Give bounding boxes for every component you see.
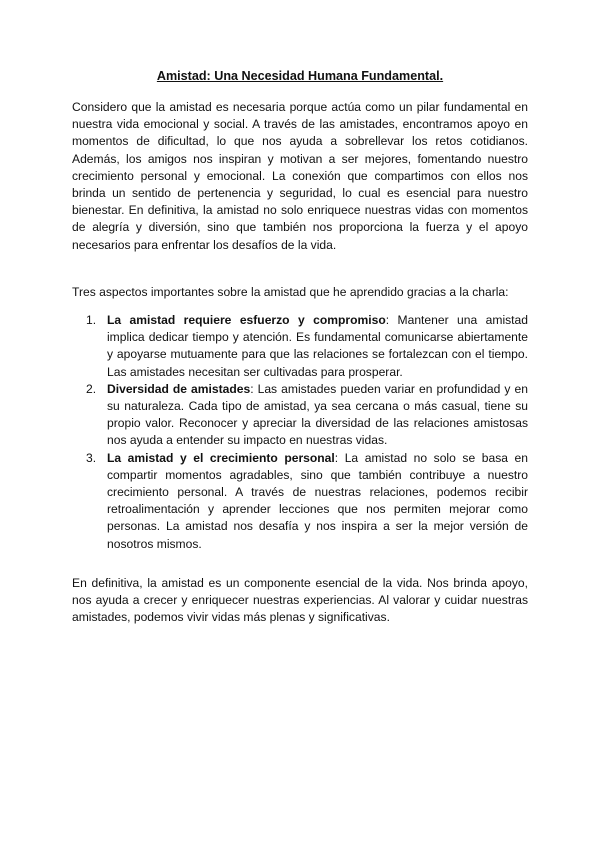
list-item-number: 2. bbox=[86, 381, 97, 396]
list-item bbox=[86, 450, 528, 553]
document-title: Amistad: Una Necesidad Humana Fundamental. bbox=[156, 69, 444, 83]
list-item bbox=[86, 312, 528, 381]
list-item-term: La amistad requiere esfuerzo y compromiso bbox=[107, 313, 386, 327]
aspects-lead-paragraph: Tres aspectos importantes sobre la amistad que he aprendido gracias a la charla: bbox=[72, 285, 509, 299]
list-item-text: : La amistad no solo se basa en compartir momentos agradables, sino que también contribuye a nuestro crecimiento personal. A través de nuestras relaciones, podemos recibir retroalimentación y aprender lecciones que nos permiten mejorar como personas. La amistad nos desafía y nos inspira a ser la mejor versión de nosotros mismos. bbox=[107, 450, 528, 551]
aspects-list bbox=[86, 312, 528, 553]
list-item-term: La amistad y el crecimiento personal bbox=[107, 450, 335, 465]
list-item-number: 3. bbox=[86, 450, 97, 465]
list-item bbox=[86, 381, 528, 450]
list-item-text: : Las amistades pueden variar en profundidad y en su naturaleza. Cada tipo de amistad, ya sea cercana o más casual, tiene su propio valor. Reconocer y apreciar la diversidad de las relaciones amistosas nos ayuda a entender su impacto en nuestras vidas. bbox=[107, 381, 528, 448]
list-item-number: 1. bbox=[86, 313, 97, 327]
list-item-text: : Mantener una amistad implica dedicar tiempo y atención. Es fundamental comunicarse abiertamente y apoyarse mutuamente para que las relaciones se fortalezcan con el tiempo. Las amistades necesitan ser cultivadas para prosperar. bbox=[107, 313, 528, 379]
intro-paragraph: Considero que la amistad es necesaria porque actúa como un pilar fundamental en nuestra vida emocional y social. A través de las amistades, encontramos apoyo en momentos de dificultad, lo que nos ayuda a sobrellevar los retos cotidianos. Además, los amigos nos inspiran y motivan a ser mejores, fomentando nuestro crecimiento personal y emocional. La conexión que compartimos con ellos nos brinda un sentido de pertenencia y seguridad, lo cual es esencial para nuestro bienestar. En definitiva, la amistad no solo enriquece nuestras vidas con momentos de alegría y diversión, sino que también nos proporciona la fuerza y el apoyo necesarios para enfrentar los desafíos de la vida. bbox=[72, 100, 528, 252]
list-item-term: Diversidad de amistades bbox=[107, 381, 251, 396]
conclusion-paragraph: En definitiva, la amistad es un componente esencial de la vida. Nos brinda apoyo, nos ayuda a crecer y enriquecer nuestras experiencias. Al valorar y cuidar nuestras amistades, podemos vivir vidas más plenas y significativas. bbox=[72, 576, 528, 625]
